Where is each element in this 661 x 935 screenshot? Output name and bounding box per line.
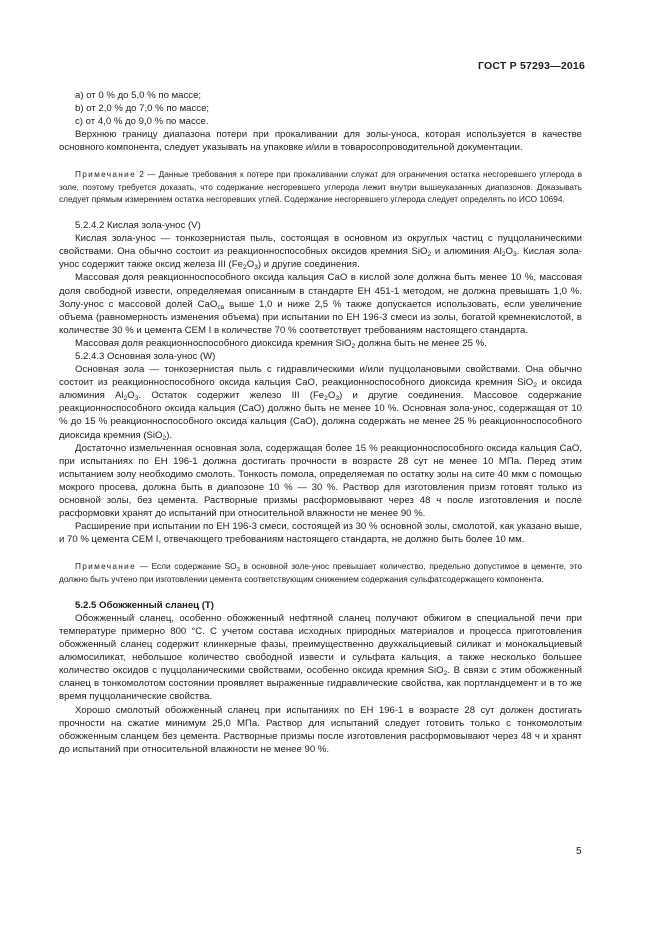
- standard-id: ГОСТ Р 57293—2016: [477, 60, 585, 72]
- list-item: c) от 4,0 % до 9,0 % по массе.: [75, 116, 209, 128]
- note-label: Примечание: [75, 561, 137, 572]
- section-heading-5243: 5.2.4.3 Основная зола-унос (W): [75, 351, 216, 363]
- list-item: a) от 0 % до 5,0 % по массе;: [75, 90, 202, 101]
- note-2: [59, 168, 582, 205]
- paragraph: Хорошо смолотый обожженный сланец при испытаниях по ЕН 196-1 в возрасте 28 сут должен достигать прочности на сжатие минимум 25,0 МПа. Раствор для испытаний следует готовить только с тонкомолотым обожженным сланцем без цемента. Растворные призмы после изготовления расформовывают через 48 ч и хранят до испытаний при относительной влажности не менее 90 %.: [59, 704, 582, 755]
- page-body: [59, 89, 582, 756]
- note-number: 2: [139, 169, 144, 180]
- section-heading-525: 5.2.5 Обожженный сланец (T): [75, 599, 214, 611]
- paragraph: Расширение при испытании по ЕН 196-3 смеси, состоящей из 30 % основной золы, смолотой, как указано выше, и 70 % цемента CEM I, отвечающего требованиям настоящего стандарта, не должно быть более 10 мм.: [59, 521, 582, 546]
- paragraph: Массовая доля реакционноспособного диоксида кремния SiO$_2$ должна быть не менее 25 %.: [75, 337, 487, 350]
- paragraph: Обожженный сланец, особенно обожженный нефтяной сланец получают обжигом в специальной печи при температуре примерно 800 °С. С учетом состава исходных природных материалов и процесса приготовления обожженный сланец содержит клинкерные фазы, преимущественно двухкальциевый силикат и монокальциевый алюмосиликат, небольшое количество свободной извести и сульфата кальция, а также несколько большее количество оксидов с пуццоланическими свойствами, особенно оксида кремния SiO$_2$. В связи с этим обожженный сланец в тонкомолотом состоянии проявляет выраженные гидравлические свойства, как портландцемент и в то же время пуццоланические свойства.: [59, 612, 582, 703]
- paragraph: Основная зола — тонкозернистая пыль с гидравлическими и/или пуццолановыми свойствами. Она обычно состоит из реакционноспособного оксида кальция CaO, реакционноспособного диоксида кремния SiO$_2$ и оксида алюминия $Al_2O_3$. Остаток содержит железо III $(Fe_2O_3)$ и другие соединения. Массовое содержание реакционноспособного оксида кальция (CaO) должно быть не менее 10 %. Основная зола-унос, содержащая от 10 % до 15 % реакционноспособного оксида кальция (CaO), должна содержать не менее 25 % реакционноспособного диоксида кремния (SiO$_2$).: [59, 364, 582, 442]
- page-number: 5: [576, 846, 582, 857]
- paragraph: Кислая зола-унос — тонкозернистая пыль, состоящая в основном из округлых частиц с пуццоланическими свойствами. Она обычно состоит из реакционноспособных оксидов кремния SiO$_2$ и алюминия $Al_2O_3$. Кислая зола-унос содержит также оксид железа III $(Fe_2O_3)$ и другие соединения.: [59, 233, 583, 272]
- loss-on-ignition-list: [59, 89, 582, 128]
- paragraph: Достаточно измельченная основная зола, содержащая более 15 % реакционноспособного оксида кальция CaO, при испытаниях по ЕН 196-1 должна достигать прочности в возрасте 28 сут не менее 10 МПа. Перед этим испытанием золу необходимо смолоть. Тонкость помола, определяемая по остатку золы на сите 40 мкм с помощью мокрого просева, должна быть в диапозоне 10 % — 30 %. Раствор для изготовления призм готовят только из основной золы, без цемента. Растворные призмы расформовывают через 48 ч после изготовления и после расформовки хранят до испытаний при относительной влажности не менее 90 %.: [59, 442, 582, 520]
- paragraph: Массовая доля реакционноспособного оксида кальция CaO в кислой золе должна быть менее 10 %, массовая доля свободной извести, определяемая описанным в стандарте ЕН 451-1 методом, не должна превышать 1,0 %. Золу-унос с массовой долей CaO$_{св}$ выше 1,0 и ниже 2,5 % также допускается использовать, если увеличение объема (равномерность изменения объема) при испытании по ЕН 196-3 смеси из золы, богатой кремнекислотой, в количестве 30 % и цемента CEM I в количестве 70 % соответствует требованиям настоящего стандарта.: [59, 272, 582, 336]
- note-label: Примечание: [75, 169, 137, 180]
- list-item: b) от 2,0 % до 7,0 % по массе;: [75, 103, 210, 115]
- section-heading-5242: 5.2.4.2 Кислая зола-унос (V): [75, 220, 201, 232]
- paragraph: Верхнюю границу диапазона потери при прокаливании для золы-уноса, которая используется в качестве основного компонента, следует указывать на упаковке и/или в товаросопроводительной документации.: [59, 129, 582, 154]
- note-text: — Данные требования к потере при прокаливании служат для ограничения остатка несгоревшего углерода в золе, поэтому требуется доказать, что содержание несгоревшего углерода лежит внутри вышеуказанных диапазонов. Доказывать следует прямым измерением остатка несгоревших углей. Содержание несгоревшего углерода следует определять по ИСО 10694.: [59, 169, 583, 204]
- note-so3: Примечание — Если содержание $SO_3$ в основной золе-унос превышает количество, предельно допустимое в цементе, это должно быть учтено при изготовлении цемента соответствующим снижением содержания сульфатсодержащего компонента.: [59, 561, 582, 584]
